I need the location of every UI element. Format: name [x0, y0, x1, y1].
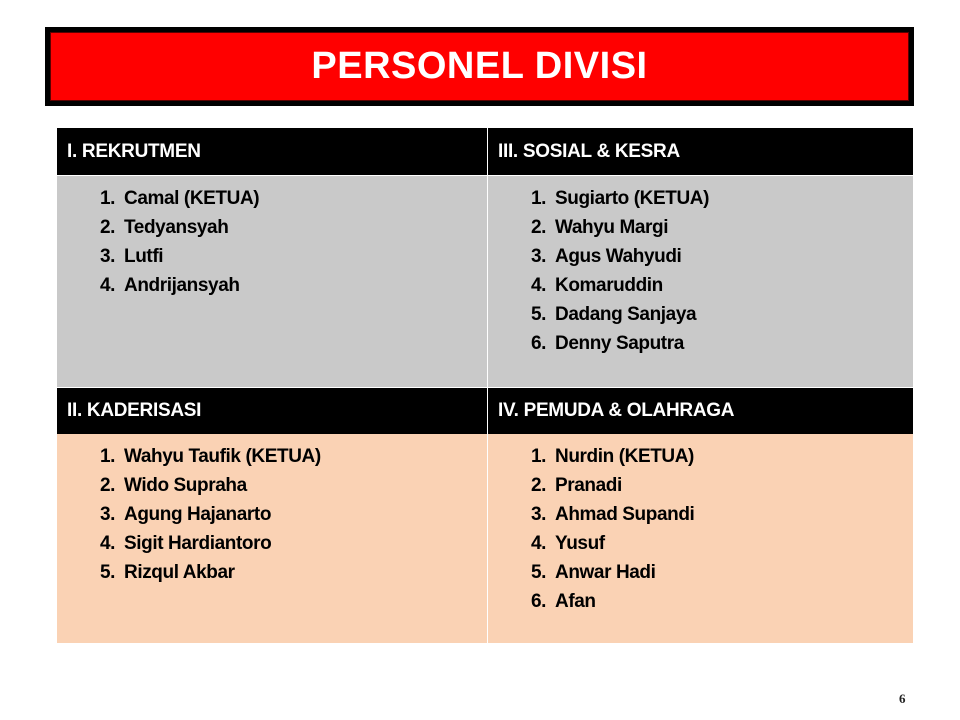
list-item [488, 500, 913, 529]
list-number: 5. [530, 561, 546, 583]
list-item [488, 213, 913, 242]
list-number: 1. [99, 187, 115, 209]
list-number: 4. [530, 274, 546, 296]
list-number: 4. [99, 532, 115, 554]
list-item [488, 271, 913, 300]
member-name: Denny Saputra [555, 332, 684, 354]
list-item [57, 184, 487, 213]
list-number: 3. [99, 503, 115, 525]
list-number: 6. [530, 332, 546, 354]
list-number: 3. [99, 245, 115, 267]
list-item [57, 271, 487, 300]
title-banner-inner [50, 32, 909, 101]
list-item [488, 242, 913, 271]
member-name: Ahmad Supandi [555, 503, 695, 525]
section-body-pemuda-olahraga [488, 434, 913, 643]
list-item [488, 587, 913, 616]
list-number: 2. [99, 474, 115, 496]
list-item [57, 558, 487, 587]
list-item [57, 500, 487, 529]
list-number: 2. [530, 216, 546, 238]
list-item [488, 558, 913, 587]
section-header-rekrutmen: I. REKRUTMEN [57, 128, 488, 176]
list-item [57, 242, 487, 271]
member-name: Agung Hajanarto [124, 503, 272, 525]
member-name: Yusuf [555, 532, 605, 554]
list-item [57, 529, 487, 558]
member-name: Agus Wahyudi [555, 245, 682, 267]
list-item [488, 471, 913, 500]
list-number: 6. [530, 590, 546, 612]
member-name: Sugiarto (KETUA) [555, 187, 710, 209]
member-name: Andrijansyah [124, 274, 240, 296]
division-table [57, 128, 913, 643]
list-item [488, 329, 913, 358]
section-header-kaderisasi: II. KADERISASI [57, 388, 488, 434]
section-body-sosial-kesra [488, 176, 913, 388]
list-number: 3. [530, 503, 546, 525]
page-number: 6 [899, 691, 906, 706]
title-banner [45, 27, 914, 106]
member-name: Pranadi [555, 474, 622, 496]
member-name: Lutfi [124, 245, 164, 267]
list-number: 1. [530, 445, 546, 467]
member-name: Sigit Hardiantoro [124, 532, 272, 554]
section-header-pemuda-olahraga: IV. PEMUDA & OLAHRAGA [488, 388, 913, 434]
member-name: Wahyu Margi [555, 216, 669, 238]
list-item [488, 300, 913, 329]
list-number: 5. [530, 303, 546, 325]
member-name: Anwar Hadi [555, 561, 656, 583]
list-number: 2. [530, 474, 546, 496]
list-number: 2. [99, 216, 115, 238]
member-name: Afan [555, 590, 596, 612]
list-number: 5. [99, 561, 115, 583]
section-header-sosial-kesra: III. SOSIAL & KESRA [488, 128, 913, 176]
list-number: 4. [530, 532, 546, 554]
member-list [488, 434, 913, 616]
page-title: PERSONEL DIVISI [311, 45, 648, 87]
list-item [57, 442, 487, 471]
list-number: 1. [530, 187, 546, 209]
list-number: 3. [530, 245, 546, 267]
list-item [488, 442, 913, 471]
list-number: 1. [99, 445, 115, 467]
member-name: Camal (KETUA) [124, 187, 260, 209]
member-list [57, 434, 487, 587]
list-item [57, 471, 487, 500]
section-body-kaderisasi [57, 434, 488, 643]
list-number: 4. [99, 274, 115, 296]
member-name: Tedyansyah [124, 216, 229, 238]
member-list [57, 176, 487, 300]
section-body-rekrutmen [57, 176, 488, 388]
list-item [488, 184, 913, 213]
member-list [488, 176, 913, 358]
member-name: Dadang Sanjaya [555, 303, 697, 325]
member-name: Rizqul Akbar [124, 561, 235, 583]
member-name: Komaruddin [555, 274, 663, 296]
member-name: Wido Supraha [124, 474, 247, 496]
list-item [488, 529, 913, 558]
member-name: Wahyu Taufik (KETUA) [124, 445, 321, 467]
list-item [57, 213, 487, 242]
member-name: Nurdin (KETUA) [555, 445, 694, 467]
